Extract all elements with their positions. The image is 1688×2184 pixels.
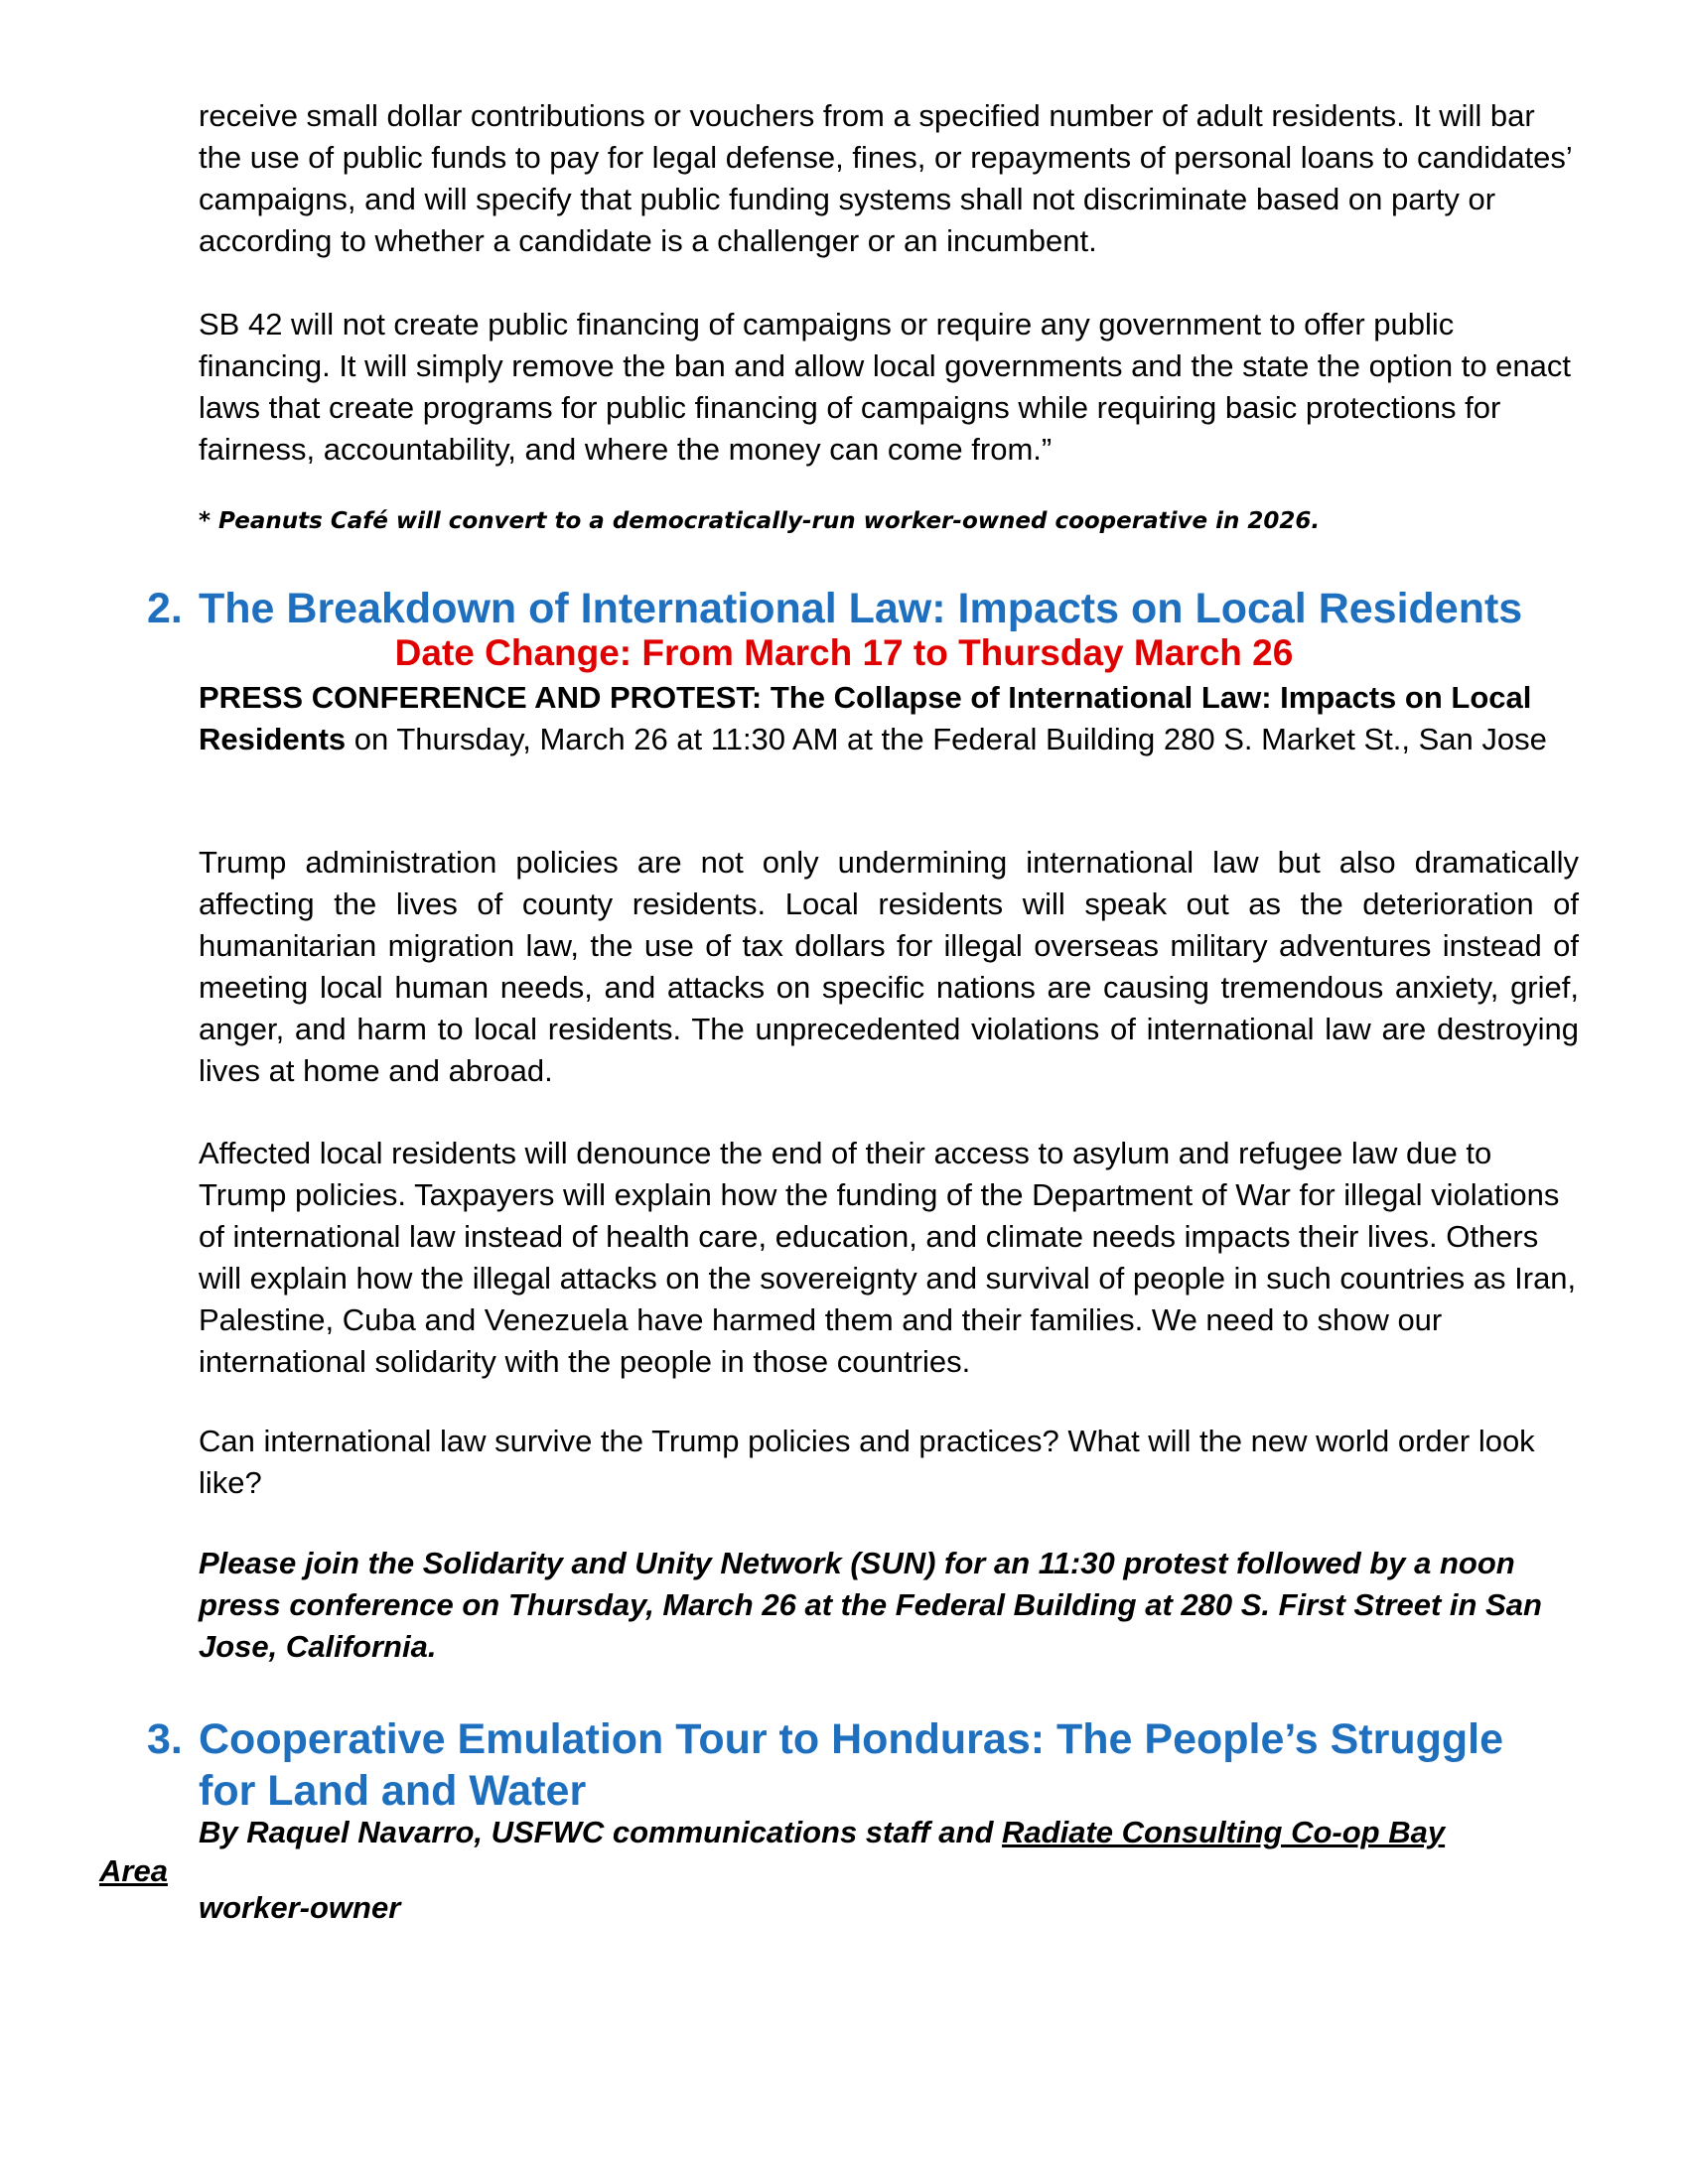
peanuts-cafe-note: * Peanuts Café will convert to a democratically-run worker-owned cooperative in 2026. bbox=[199, 508, 1321, 534]
event-announcement bbox=[199, 677, 1579, 760]
byline-prefix: By Raquel Navarro, USFWC communications staff and bbox=[199, 1815, 1003, 1849]
section-3-title-line-2: for Land and Water bbox=[199, 1767, 587, 1815]
intro-paragraph-2: SB 42 will not create public financing of campaigns or require any government to offer public financing. It will simply remove the ban and allow local governments and the state the option to enact laws that create programs for public financing of campaigns while requiring basic protections for fairness, accountability, and where the money can come from.” bbox=[199, 307, 1572, 467]
section-3-heading bbox=[147, 1713, 1589, 1817]
section-2-paragraph-3-wrap bbox=[199, 1421, 1579, 1504]
closing-invitation: Please join the Solidarity and Unity Network (SUN) for an 11:30 protest followed by a noon press conference on Thursday, March 26 at the Federal Building at 280 S. First Street in San Jose, California. bbox=[199, 1546, 1542, 1664]
closing-invitation-wrap bbox=[199, 1543, 1579, 1668]
radiate-consulting-link[interactable]: Radiate Consulting Co-op Bay bbox=[1002, 1815, 1446, 1849]
section-3-number: 3. bbox=[147, 1715, 183, 1763]
event-title: PRESS CONFERENCE AND PROTEST: The Collapse of International Law: Impacts on Local Residents bbox=[199, 680, 1532, 756]
section-3-title-line-1: Cooperative Emulation Tour to Honduras: The People’s Struggle bbox=[199, 1715, 1503, 1763]
section-2-paragraph-1: Trump administration policies are not only undermining international law but also dramatically affecting the lives of county residents. Local residents will speak out as the deterioration of humanitarian migration law, the use of tax dollars for illegal overseas military adventures instead of meeting local human needs, and attacks on specific nations are causing tremendous anxiety, grief, anger, and harm to local residents. The unprecedented violations of international law are destroying lives at home and abroad. bbox=[199, 845, 1579, 1088]
byline-line-1 bbox=[199, 1814, 1589, 1851]
byline-suffix: worker-owner bbox=[199, 1890, 401, 1925]
radiate-consulting-link-wrap[interactable]: Area bbox=[99, 1853, 168, 1888]
section-2-paragraph-2-wrap bbox=[199, 1133, 1579, 1383]
intro-paragraph-1: receive small dollar contributions or vouchers from a specified number of adult residents. It will bar the use of public funds to pay for legal defense, fines, or repayments of personal loans to candidates’ campaigns, and will specify that public funding systems shall not discriminate based on party or according to whether a candidate is a challenger or an incumbent. bbox=[199, 98, 1572, 258]
section-2-title: The Breakdown of International Law: Impacts on Local Residents bbox=[199, 585, 1523, 632]
intro-paragraph-2-wrap bbox=[199, 304, 1579, 471]
section-2-paragraph-3: Can international law survive the Trump policies and practices? What will the new world order look like? bbox=[199, 1424, 1535, 1500]
section-2-number: 2. bbox=[147, 585, 183, 632]
date-change-notice: Date Change: From March 17 to Thursday March 26 bbox=[394, 632, 1294, 673]
section-2-paragraph-1-wrap bbox=[199, 842, 1579, 1092]
event-details: on Thursday, March 26 at 11:30 AM at the Federal Building 280 S. Market St., San Jose bbox=[346, 722, 1547, 756]
intro-note-wrap bbox=[199, 505, 1579, 537]
intro-section bbox=[199, 95, 1579, 262]
section-2-paragraph-2: Affected local residents will denounce the end of their access to asylum and refugee law due to Trump policies. Taxpayers will explain how the funding of the Department of War for illegal violations of international law instead of health care, education, and climate needs impacts their lives. Others will explain how the illegal attacks on the sovereignty and survival of people in such countries as Iran, Palestine, Cuba and Venezuela have harmed them and their families. We need to show our international solidarity with the people in those countries. bbox=[199, 1136, 1577, 1379]
section-2-heading bbox=[147, 583, 1589, 634]
